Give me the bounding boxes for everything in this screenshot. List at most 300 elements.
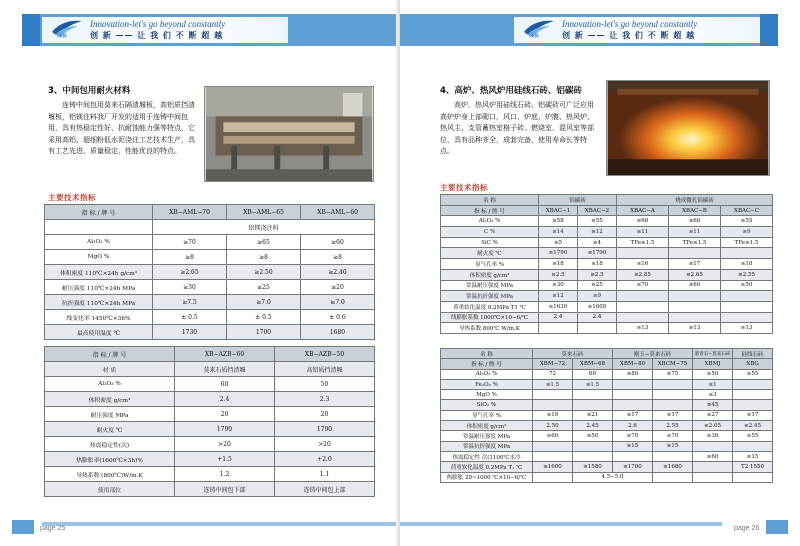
table-cell: ≥13	[669, 323, 721, 334]
table-cell: >20	[275, 437, 375, 452]
footer-tab	[766, 520, 788, 534]
table-cell: ≥55	[733, 369, 773, 379]
header-cell: XBMJ	[693, 359, 733, 369]
header-cell: XBAC−A	[617, 205, 669, 216]
table-cell: ≥2.05	[693, 421, 733, 431]
row-label: 荷重软化温度 0.2MPa T₁ ℃	[441, 462, 533, 472]
table-group-header-row	[441, 195, 773, 206]
table-cell: ≥1680	[653, 462, 693, 472]
table-cell: ≤3	[693, 390, 733, 400]
table-row	[441, 312, 773, 323]
header-bar-right	[400, 14, 778, 46]
footer-tab	[12, 520, 34, 534]
table-cell: ≥55	[578, 216, 617, 227]
table-cell: ≥75	[653, 369, 693, 379]
table-cell: 2.50	[533, 421, 573, 431]
table-cell: ≥7.0	[227, 295, 301, 310]
page-number: page 26	[734, 525, 760, 532]
table-row	[45, 250, 375, 265]
header-tab	[22, 14, 40, 46]
table-row	[441, 301, 773, 312]
table-cell	[693, 441, 733, 451]
table-cell	[721, 248, 773, 259]
table-header-row	[441, 205, 773, 216]
table-row	[441, 410, 773, 420]
table-cell: 20	[175, 407, 275, 422]
table-row	[441, 462, 773, 472]
row-label: C %	[441, 227, 539, 238]
table-cell	[653, 400, 693, 410]
table-cell: ≥60	[533, 431, 573, 441]
header-cell: 指 标 / 牌 号	[45, 347, 175, 362]
table-cell: ± 0.5	[227, 310, 301, 325]
table-cell: 4.5−5.0	[573, 472, 653, 482]
page-number: page 25	[40, 525, 66, 532]
table-cell	[613, 390, 653, 400]
row-label: 耐火度 ℃	[441, 248, 539, 259]
table-cell: ≤17	[613, 410, 653, 420]
table-cell	[617, 312, 669, 323]
table-row	[45, 482, 375, 497]
table-cell: ≥11	[669, 227, 721, 238]
table-cell: ≥30	[693, 431, 733, 441]
header-cell: 指 标 / 牌 号	[45, 205, 153, 220]
table-cell: 高铝质挡渣堰	[275, 362, 375, 377]
table-cell: ≥80	[613, 369, 653, 379]
table-cell: ≤18	[539, 259, 578, 270]
table-row	[45, 295, 375, 310]
table-cell: ≥2.40	[301, 265, 375, 280]
header-cell: 刚玉−莫来石砖	[613, 349, 693, 359]
table-row	[45, 310, 375, 325]
table-cell: 2.3	[275, 392, 375, 407]
row-label: 显气孔率 %	[441, 259, 539, 270]
header-cell: XBAC−C	[721, 205, 773, 216]
spec-table-alumina-carbon	[440, 194, 773, 334]
spec-table-alumina-magnesia	[44, 204, 375, 340]
table-row	[45, 235, 375, 250]
table-cell: ≤17	[653, 410, 693, 420]
row-label: 体积密度 g/cm³	[441, 421, 533, 431]
table-cell: ≥25	[578, 280, 617, 291]
spec-table-mullite	[440, 348, 773, 483]
table-cell: ≥70	[617, 280, 669, 291]
table-row	[441, 441, 773, 451]
table-cell: 连铸中间包下部	[175, 482, 275, 497]
table-cell: ≥12	[578, 227, 617, 238]
table-cell	[533, 400, 573, 410]
table-cell: 1790	[175, 422, 275, 437]
table-row	[441, 248, 773, 259]
table-cell	[617, 301, 669, 312]
table-cell: ≥5	[539, 237, 578, 248]
row-label: 显气孔率 %	[441, 410, 533, 420]
table-cell: ≥20	[301, 280, 375, 295]
table-cell: ≥2.55	[721, 269, 773, 280]
table-cell	[573, 441, 613, 451]
header-cell: 铝碳砖	[539, 195, 617, 206]
header-cell: XB−AZB−60	[175, 347, 275, 362]
row-label: Al₂O₃ %	[45, 377, 175, 392]
table-cell	[573, 400, 613, 410]
header-cell: 莫来石砖	[533, 349, 613, 359]
table-cell: ≥15	[613, 441, 653, 451]
table-row	[441, 259, 773, 270]
table-cell: ≥65	[227, 235, 301, 250]
table-cell: 1680	[301, 325, 375, 340]
table-cell	[613, 379, 653, 389]
table-cell	[539, 323, 578, 334]
table-cell: ≤19	[533, 410, 573, 420]
table-row	[45, 362, 375, 377]
row-label: 导热系数 (800℃)W/m.K	[45, 467, 175, 482]
table-cell	[721, 312, 773, 323]
row-label: 体积密度 g/cm³	[441, 269, 539, 280]
table-cell	[533, 472, 573, 482]
table-cell: ≥50	[573, 431, 613, 441]
header-cell: 名 称	[441, 349, 533, 359]
table-cell: >20	[175, 437, 275, 452]
row-label: Al₂O₃ %	[441, 369, 533, 379]
header-cell: XBM−68	[573, 359, 613, 369]
table-row	[441, 431, 773, 441]
header-tab	[760, 14, 778, 46]
table-cell: ≥1630	[539, 301, 578, 312]
table-cell: 2.4	[175, 392, 275, 407]
table-cell: ≥8	[301, 250, 375, 265]
table-cell: ≥25	[227, 280, 301, 295]
table-cell: 1790	[275, 422, 375, 437]
row-label: Al₂O₃ %	[441, 216, 539, 227]
row-label: 导热系数 800℃ W/m.K	[441, 323, 539, 334]
table-cell: ≤16	[617, 259, 669, 270]
table-row	[441, 237, 773, 248]
table-cell: ± 0.6	[301, 310, 375, 325]
table-cell: ≥7.5	[153, 295, 227, 310]
table-cell	[653, 451, 693, 461]
table-cell	[613, 451, 653, 461]
table-row	[45, 377, 375, 392]
table-cell: 68	[573, 369, 613, 379]
row-label: 常温耐压强度 MPa	[441, 280, 539, 291]
table-row	[45, 392, 375, 407]
row-label: SiC %	[441, 237, 539, 248]
header-cell: XB−AML−70	[153, 205, 227, 220]
table-cell: ≥1790	[578, 248, 617, 259]
table-cell: +2.0	[275, 452, 375, 467]
table-row	[441, 400, 773, 410]
table-cell: ≥60	[693, 451, 733, 461]
table-cell: ≤1.5	[533, 379, 573, 389]
table-row	[441, 379, 773, 389]
subhead-main-specs: 主要技术指标	[48, 193, 96, 202]
table-cell	[733, 390, 773, 400]
header-cell: XBCM−75	[653, 359, 693, 369]
table-cell: ≥8	[153, 250, 227, 265]
row-label: 热震稳定性(次)	[45, 437, 175, 452]
section-paragraph-3: 连铸中间包用莫来石隔渣堰板，高铝质挡渣堰板，铝镁注料我厂开发的适用于连铸中间包用，具有热稳定性好、抗耐蚀能力强等特点，它采用高铝、超细粉低水泥浇注工艺技术生产，具有工艺先进、质量稳定，性能优良的特点。	[48, 101, 195, 155]
row-label: 体积密度 110℃×24h g/cm³	[45, 265, 153, 280]
subhead-main-specs: 主要技术指标	[440, 183, 488, 192]
table-cell: 莫来石质挡渣堰	[175, 362, 275, 377]
table-cell: 2.45	[573, 421, 613, 431]
table-cell	[733, 379, 773, 389]
row-label: 荷重软化温度 0.2MPa T1 ℃	[441, 301, 539, 312]
table-cell: ≥2.5	[539, 269, 578, 280]
table-cell	[733, 400, 773, 410]
table-cell: ≥9	[721, 227, 773, 238]
table-cell: ≤21	[573, 410, 613, 420]
material-cell: 铝镁浇注料	[153, 220, 375, 235]
table-cell: ≥15	[653, 441, 693, 451]
table-cell	[533, 451, 573, 461]
table-row	[45, 467, 375, 482]
table-cell	[573, 390, 613, 400]
row-label: 热膨胀率(1600℃×3h)%	[45, 452, 175, 467]
table-cell: 2.4	[578, 312, 617, 323]
table-cell: ≤45	[693, 400, 733, 410]
table-cell: ≥58	[539, 216, 578, 227]
logo-text: 兴赢	[529, 33, 540, 39]
table-cell: ≥2.45	[733, 421, 773, 431]
table-cell: ≥50	[693, 369, 733, 379]
header-cell: 指 标 / 牌 号	[441, 205, 539, 216]
table-cell	[733, 472, 773, 482]
row-label: 材 质	[45, 362, 175, 377]
table-cell: 1730	[153, 325, 227, 340]
table-cell: ≤1.5	[573, 379, 613, 389]
row-label: 热膨胀 20~1000 ℃×10−6/℃	[441, 472, 533, 482]
table-row	[441, 421, 773, 431]
table-cell: ≥11	[617, 227, 669, 238]
row-label: 体积密度 g/cm³	[45, 392, 175, 407]
table-cell: ≥1790	[539, 248, 578, 259]
table-cell: ≥12	[539, 291, 578, 302]
table-cell	[733, 441, 773, 451]
table-cell: 1.2	[175, 467, 275, 482]
table-cell	[669, 301, 721, 312]
row-label: 最高使用温度 ℃	[45, 325, 153, 340]
table-cell	[573, 451, 613, 461]
table-cell	[721, 301, 773, 312]
header-cell: XBG	[733, 359, 773, 369]
table-group-header-row	[441, 349, 773, 359]
table-cell: ≥4	[578, 237, 617, 248]
table-cell: ≥2.65	[669, 269, 721, 280]
table-cell: ≥2.65	[153, 265, 227, 280]
table-cell: ≥9	[578, 291, 617, 302]
table-row	[441, 390, 773, 400]
table-cell: 1.1	[275, 467, 375, 482]
row-label: 使用部位	[45, 482, 175, 497]
table-cell	[669, 312, 721, 323]
table-header-row	[45, 347, 375, 362]
table-cell: ≥55	[721, 216, 773, 227]
table-cell	[533, 390, 573, 400]
table-cell	[617, 291, 669, 302]
table-row	[441, 280, 773, 291]
table-cell: TFe≤1.5	[669, 237, 721, 248]
section-title-4: 4、高炉、热风炉用硅线石砖、铝碳砖	[440, 86, 582, 96]
table-cell: 2.4	[539, 312, 578, 323]
table-cell: ≥7.0	[301, 295, 375, 310]
section-title-3: 3、中间包用耐火材料	[48, 86, 131, 96]
table-cell	[693, 472, 733, 482]
table-row	[45, 437, 375, 452]
row-label: 常温抗折强度 MPa	[441, 441, 533, 451]
header-cell: 烧成微孔铝碳砖	[617, 195, 773, 206]
right-page	[400, 0, 800, 546]
table-cell: ≥15	[733, 451, 773, 461]
row-label: SiO₂ %	[441, 400, 533, 410]
row-label: 常温耐压强度 MPa	[441, 431, 533, 441]
table-cell	[578, 323, 617, 334]
table-cell: ≥1600	[578, 301, 617, 312]
table-cell: 20	[275, 407, 375, 422]
row-label: 耐压强度 110℃×24h MPa	[45, 280, 153, 295]
table-row	[45, 422, 375, 437]
table-row	[441, 269, 773, 280]
row-label: 热震稳定性 次(1100℃水冷	[441, 451, 533, 461]
row-label: 抗折强度 110℃×24h MPa	[45, 295, 153, 310]
table-cell: 2.55	[653, 421, 693, 431]
table-cell: TFe≤1.5	[721, 237, 773, 248]
table-cell: ≤18	[721, 259, 773, 270]
table-cell	[613, 400, 653, 410]
table-cell: ≥60	[669, 280, 721, 291]
table-cell: ≥14	[539, 227, 578, 238]
footer-bar	[400, 522, 722, 526]
table-cell: ≥30	[539, 280, 578, 291]
table-row	[441, 451, 773, 461]
header-cell: XBAC−B	[669, 205, 721, 216]
logo-text: 兴赢	[57, 33, 68, 39]
table-cell: +1.5	[175, 452, 275, 467]
table-cell	[533, 441, 573, 451]
spec-table-slag-dam	[44, 346, 375, 497]
table-row	[441, 369, 773, 379]
furnace-photo	[606, 80, 770, 176]
table-cell	[721, 291, 773, 302]
table-cell: 2.6	[613, 421, 653, 431]
table-row	[45, 280, 375, 295]
row-label: Al₂O₃ %	[45, 235, 153, 250]
table-cell: ≥70	[653, 431, 693, 441]
table-cell	[669, 291, 721, 302]
table-cell	[653, 379, 693, 389]
row-label: 线膨胀系数 1000℃×10−6/℃	[441, 312, 539, 323]
tundish-photo	[204, 86, 374, 182]
table-cell: 50	[275, 377, 375, 392]
row-label: 常温抗折强度 MPa	[441, 291, 539, 302]
table-cell: ≥8	[227, 250, 301, 265]
header-cell: 堇青石−莫来石砖	[693, 349, 733, 359]
table-cell: ≤18	[578, 259, 617, 270]
table-cell: ≥2.50	[227, 265, 301, 280]
slogan-cn: 创 新 —— 让 我 们 不 断 超 越	[562, 30, 696, 40]
table-cell	[693, 462, 733, 472]
table-cell: ± 0.5	[153, 310, 227, 325]
table-cell: ≥55	[733, 431, 773, 441]
slogan-en: Innovation-let's go beyond constantly	[562, 19, 698, 29]
section-paragraph-4: 高炉、热风炉用硅线石砖、铝碳砖可广泛应用高炉炉身上部砌口，风口、炉底、炉腹、热风炉、热风主、支管蓄热室格子砖、燃烧室、混风室等部位，具有品种齐全，成套完备，使用寿命长等特点。	[440, 101, 594, 155]
header-cell: XBM−80	[613, 359, 653, 369]
table-row	[45, 325, 375, 340]
table-cell	[45, 220, 153, 235]
table-row	[441, 323, 773, 334]
row-label: 线变化率 1450℃×3h%	[45, 310, 153, 325]
table-cell: ≥1600	[533, 462, 573, 472]
table-cell: ≥13	[617, 323, 669, 334]
table-cell: 60	[175, 377, 275, 392]
table-cell: ≥2.85	[617, 269, 669, 280]
table-row	[45, 265, 375, 280]
table-cell: 1700	[227, 325, 301, 340]
table-row	[441, 472, 773, 482]
footer-bar	[42, 522, 400, 526]
table-header-row	[441, 359, 773, 369]
table-cell: 72	[533, 369, 573, 379]
row-label: 耐火度 ℃	[45, 422, 175, 437]
table-cell: ≥60	[617, 216, 669, 227]
table-cell: 连铸中间包上部	[275, 482, 375, 497]
brand-box	[514, 17, 760, 43]
table-cell: ≤1	[693, 379, 733, 389]
table-cell: TFe≤1.5	[617, 237, 669, 248]
table-row	[441, 216, 773, 227]
table-row	[441, 291, 773, 302]
table-cell: ≤17	[669, 259, 721, 270]
brand-box	[42, 17, 288, 43]
row-label: MgO %	[45, 250, 153, 265]
table-cell: ≥70	[153, 235, 227, 250]
header-cell: 指 标 / 牌 号	[441, 359, 533, 369]
header-cell: XBAC−1	[539, 205, 578, 216]
table-cell: ≥1700	[613, 462, 653, 472]
table-cell: ≤17	[733, 410, 773, 420]
table-cell	[653, 390, 693, 400]
slogan-cn: 创 新 —— 让 我 们 不 断 超 越	[90, 30, 224, 40]
row-label: Fe₂O₃ %	[441, 379, 533, 389]
table-cell: ≥30	[153, 280, 227, 295]
header-cell: 名 称	[441, 195, 539, 206]
table-cell: ≥60	[669, 216, 721, 227]
table-cell: ≤27	[693, 410, 733, 420]
table-cell	[669, 248, 721, 259]
table-header-row	[45, 205, 375, 220]
header-cell: XBM−72	[533, 359, 573, 369]
slogan-en: Innovation-let's go beyond constantly	[90, 19, 226, 29]
header-cell: XB−AML−65	[227, 205, 301, 220]
table-cell: ≥2.5	[578, 269, 617, 280]
header-cell: XB−AZB−50	[275, 347, 375, 362]
row-label: 耐压强度 MPa	[45, 407, 175, 422]
header-cell: XB−AML−60	[301, 205, 375, 220]
header-bar-left	[22, 14, 400, 46]
table-cell	[617, 248, 669, 259]
table-cell: ≥60	[301, 235, 375, 250]
table-cell	[653, 472, 693, 482]
table-row	[441, 227, 773, 238]
table-cell: ≥1580	[573, 462, 613, 472]
table-cell: ≥70	[613, 431, 653, 441]
table-cell: ≥13	[721, 323, 773, 334]
row-label: MgO %	[441, 390, 533, 400]
table-row	[45, 220, 375, 235]
table-cell: ≥50	[721, 280, 773, 291]
table-row	[45, 407, 375, 422]
table-row	[45, 452, 375, 467]
